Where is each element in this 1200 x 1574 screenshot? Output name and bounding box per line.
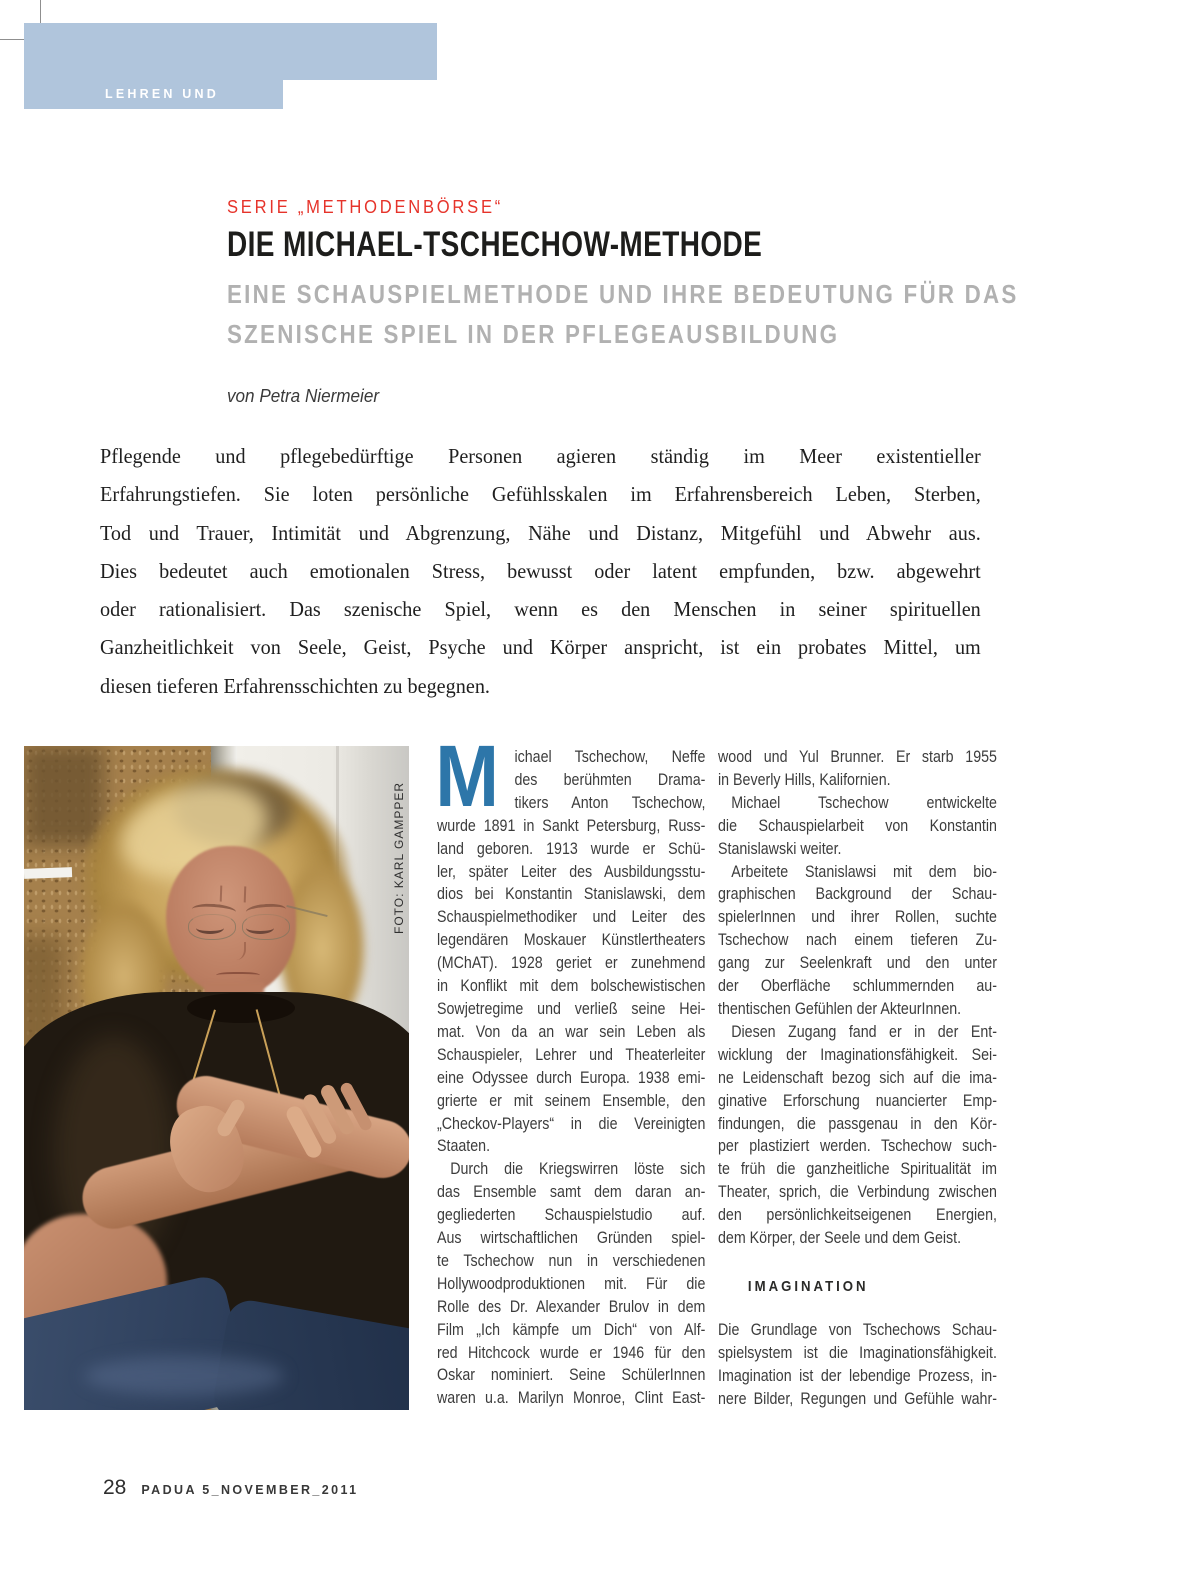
text-line: legendären Moskauer Künstlertheaters — [437, 931, 706, 950]
photo-shape — [24, 867, 72, 879]
text-line: Tod und Trauer, Intimität und Abgrenzung, Nähe und Distanz, Mitgefühl und Abwehr aus. — [100, 520, 981, 545]
text-line: Theater, sprich, die Verbindung zwischen — [718, 1183, 997, 1202]
photo-glasses — [188, 914, 236, 940]
text-line: „Checkov-Players“ in die Vereinigten — [437, 1114, 706, 1133]
byline: von Petra Niermeier — [227, 386, 380, 406]
text-line: Ganzheitlichkeit von Seele, Geist, Psyche und Körper anspricht, ist ein probates Mittel, um — [100, 635, 981, 660]
text-line: Michael Tschechow entwickelte — [731, 793, 997, 812]
text-line: wood und Yul Brunner. Er starb 1955 — [718, 748, 997, 766]
section-banner — [24, 23, 437, 80]
text-line: gegliederten Schauspielstudio auf. — [437, 1206, 706, 1225]
text-line: Staaten. — [437, 1137, 491, 1156]
text-line: diesen tieferen Erfahrensschichten zu begegnen. — [100, 673, 490, 698]
text-line: land geboren. 1913 wurde er Schü- — [437, 839, 706, 858]
text-line: gang zur Seelenkraft und den unter — [718, 954, 997, 973]
text-line: Aus wirtschaftlichen Gründen spiel- — [437, 1229, 706, 1248]
text-line: ne Leidenschaft bezog sich auf die ima- — [718, 1068, 997, 1087]
journal-issue-label: PADUA 5_NOVEMBER_2011 — [141, 1483, 359, 1497]
text-line: die Schauspielarbeit von Konstantin — [718, 816, 997, 835]
photo-shape — [220, 886, 247, 903]
page-footer — [103, 1476, 359, 1500]
text-line: Tschechow nach einem tieferen Zu- — [718, 931, 997, 950]
series-label: SERIE „METHODENBÖRSE“ — [227, 197, 504, 217]
column-2-text-a — [718, 746, 997, 1250]
text-line: dem Körper, der Seele und dem Geist. — [718, 1229, 962, 1248]
text-line: red Hitchcock wurde er 1946 für den — [437, 1343, 706, 1362]
text-line: Rolle des Dr. Alexander Brulov in dem — [437, 1297, 706, 1316]
drop-cap: M — [435, 728, 500, 825]
text-line: Sowjetregime und verließ seine Hei- — [437, 999, 706, 1018]
article-photo — [24, 746, 409, 1410]
text-line: dios bei Konstantin Stanislawski, dem — [437, 885, 706, 904]
text-line: Erfahrungstiefen. Sie loten persönliche Gefühlsskalen im Erfahrensbereich Leben, Sterben, — [100, 482, 981, 507]
column-2-text-b — [718, 1319, 997, 1411]
text-line: spielerInnen und ihrer Rollen, suchte — [718, 908, 997, 927]
text-line: Schauspielmethodiker und Leiter des — [437, 908, 706, 927]
text-line: (MChAT). 1928 geriet er zunehmend — [437, 954, 706, 973]
section-heading-imagination: IMAGINATION — [747, 1277, 869, 1295]
text-line: wicklung der Imaginationsfähigkeit. Sei- — [718, 1045, 997, 1064]
text-line: Oskar nominiert. Seine SchülerInnen — [437, 1366, 706, 1385]
article-title: DIE MICHAEL-TSCHECHOW-METHODE — [227, 225, 763, 264]
photo-shape — [216, 972, 260, 980]
text-line: Diesen Zugang fand er in der Ent- — [731, 1022, 997, 1041]
text-line: Stanislawski weiter. — [718, 839, 842, 858]
article-subtitle-line2: SZENISCHE SPIEL IN DER PFLEGEAUSBILDUNG — [227, 319, 840, 349]
photo-glasses — [242, 914, 290, 940]
text-line: te früh die ganzheitliche Spiritualität im — [718, 1160, 997, 1179]
text-line: Arbeitete Stanislawsi mit dem bio- — [731, 862, 997, 881]
text-line: waren u.a. Marilyn Monroe, Clint East- — [437, 1389, 706, 1408]
text-line: tikers Anton Tschechow, — [514, 793, 706, 812]
body-column-2 — [718, 746, 997, 1410]
text-line: ichael Tschechow, Neffe — [514, 748, 706, 766]
text-line: in Beverly Hills, Kalifornien. — [718, 770, 891, 789]
text-line: Durch die Kriegswirren löste sich — [450, 1160, 706, 1179]
text-line: findungen, die passgenau in den Kör- — [718, 1114, 997, 1133]
text-line: nere Bilder, Regungen und Gefühle wahr- — [718, 1389, 997, 1408]
column-1-text — [437, 746, 705, 1410]
text-line: spielsystem ist die Imaginationsfähigkeit. — [718, 1343, 997, 1362]
text-line: thentischen Gefühlen der AkteurInnen. — [718, 999, 962, 1018]
section-banner-tab — [24, 80, 283, 130]
text-line: Hollywoodproduktionen mit. Für die — [437, 1274, 706, 1293]
text-line: wurde 1891 in Sankt Petersburg, Russ- — [437, 816, 706, 835]
text-line: des berühmten Drama- — [514, 770, 706, 789]
text-line: Die Grundlage von Tschechows Schau- — [718, 1320, 997, 1339]
text-line: in Konflikt mit dem bolschewistischen — [437, 977, 706, 996]
text-line: der Oberfläche schlummernden au- — [718, 977, 997, 996]
text-line: mat. Von da an war sein Leben als — [437, 1022, 706, 1041]
text-line: den persönlichkeitseigenen Energien, — [718, 1206, 997, 1225]
photo-credit: FOTO: KARL GAMPPER — [392, 781, 406, 934]
text-line: grierte er mit seinem Ensemble, den — [437, 1091, 706, 1110]
text-line: Pflegende und pflegebedürftige Personen agieren ständig im Meer existentieller — [100, 444, 981, 468]
text-line: Schauspieler, Lehrer und Theaterleiter — [437, 1045, 706, 1064]
text-line: graphischen Background der Schau- — [718, 885, 997, 904]
text-line: eine Odyssee durch Europa. 1938 emi- — [437, 1068, 706, 1087]
photo-shape — [187, 993, 295, 1023]
text-line: Dies bedeutet auch emotionalen Stress, bewusst oder latent empfunden, bzw. abgewehrt — [100, 558, 981, 583]
text-line: Film „Ich kämpfe um Dich“ von Alf- — [437, 1320, 706, 1339]
text-line: Imagination ist der lebendige Prozess, in- — [718, 1366, 997, 1385]
crop-mark-horizontal — [0, 39, 26, 40]
text-line: te Tschechow nun in verschiedenen — [437, 1251, 706, 1270]
text-line: per plastiziert werden. Tschechow such- — [718, 1137, 997, 1156]
text-line: ler, später Leiter des Ausbildungsstu- — [437, 862, 706, 881]
text-line: ginative Erforschung nuancierter Emp- — [718, 1091, 997, 1110]
section-label: LEHREN UND LERNEN — [105, 87, 219, 130]
text-line: das Ensemble samt dem daran an- — [437, 1183, 706, 1202]
page-number: 28 — [103, 1476, 127, 1499]
lead-paragraph — [100, 437, 981, 705]
body-column-1 — [435, 728, 706, 1410]
article-subtitle-line1: EINE SCHAUSPIELMETHODE UND IHRE BEDEUTUNG FÜR DAS — [227, 279, 1019, 309]
text-line: oder rationalisiert. Das szenische Spiel, wenn es den Menschen in seiner spirituellen — [100, 597, 981, 622]
photo-shape — [84, 1356, 284, 1396]
